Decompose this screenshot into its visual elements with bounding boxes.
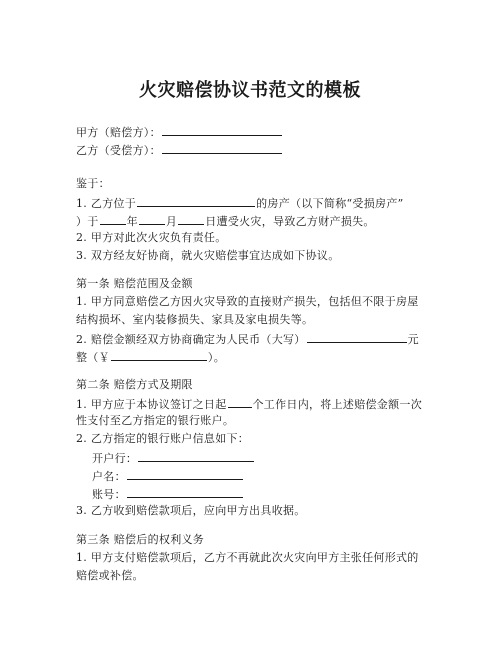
whereas-3: 3. 双方经友好协商，就火灾赔偿事宜达成如下协议。 xyxy=(76,249,340,262)
article-2-item-3: 3. 乙方收到赔偿款项后，应向甲方出具收据。 xyxy=(76,504,306,517)
amount-figure-suffix: ）。 xyxy=(207,351,226,364)
document-title: 火灾赔偿协议书范文的模板 xyxy=(139,80,361,101)
article-1-item-2-line-2 xyxy=(76,349,225,365)
whereas-heading: 鉴于： xyxy=(76,177,110,190)
party-a-blank xyxy=(162,124,282,136)
account-number-label: 账号： xyxy=(92,488,126,501)
amount-figure-prefix: 整（￥ xyxy=(76,351,110,364)
article-2-item-2: 2. 乙方指定的银行账户信息如下： xyxy=(76,432,250,445)
bank-line xyxy=(92,450,255,466)
payment-text-b: 个工作日内，将上述赔偿金额一次 xyxy=(252,398,422,411)
whereas-1-line-1 xyxy=(76,195,404,211)
month-blank xyxy=(139,213,165,225)
article-1-item-2-line-1 xyxy=(76,331,419,347)
article-3-title: 第三条 赔偿后的权利义务 xyxy=(76,533,205,546)
account-name-line xyxy=(92,468,244,484)
article-2-item-1-line-2: 性支付至乙方指定的银行账户。 xyxy=(76,414,235,427)
workdays-blank xyxy=(228,396,252,408)
whereas-1-text-f: 日遭受火灾，导致乙方财产损失。 xyxy=(205,215,375,228)
party-b-label: 乙方（受偿方）： xyxy=(76,144,161,157)
article-2-title: 第二条 赔偿方式及期限 xyxy=(76,378,193,391)
day-blank xyxy=(178,213,204,225)
year-label: 年 xyxy=(126,215,138,228)
amount-figure-blank xyxy=(111,349,207,361)
amount-words-blank xyxy=(307,331,407,343)
party-a-line xyxy=(76,124,283,140)
bank-blank xyxy=(138,450,254,462)
whereas-1-text-b: 的房产（以下简称“受损房产” xyxy=(256,197,404,210)
amount-text: 2. 赔偿金额经双方协商确定为人民币（大写） xyxy=(76,333,306,346)
account-name-label: 户名： xyxy=(92,470,126,483)
whereas-1-text-a: 1. 乙方位于 xyxy=(76,197,137,210)
yuan-label: 元 xyxy=(407,333,419,346)
whereas-2: 2. 甲方对此次火灾负有责任。 xyxy=(76,231,227,244)
account-name-blank xyxy=(127,468,243,480)
party-b-blank xyxy=(162,142,282,154)
year-blank xyxy=(100,213,126,225)
account-number-line xyxy=(92,486,244,502)
whereas-1-line-2 xyxy=(76,213,375,229)
party-b-line xyxy=(76,142,283,158)
article-2-item-1-line-1 xyxy=(76,396,422,412)
bank-label: 开户行： xyxy=(92,452,138,465)
party-a-label: 甲方（赔偿方）： xyxy=(76,126,161,139)
month-label: 月 xyxy=(165,215,178,228)
whereas-1-text-c: ）于 xyxy=(76,215,99,228)
article-1-item-1-line-1: 1. 甲方同意赔偿乙方因火灾导致的直接财产损失，包括但不限于房屋 xyxy=(76,295,419,308)
article-3-item-1-line-2: 赔偿或补偿。 xyxy=(76,569,144,582)
article-1-title: 第一条 赔偿范围及金额 xyxy=(76,277,193,290)
property-address-blank xyxy=(137,195,255,207)
account-number-blank xyxy=(127,486,243,498)
article-3-item-1-line-1: 1. 甲方支付赔偿款项后，乙方不再就此次火灾向甲方主张任何形式的 xyxy=(76,551,419,564)
article-1-item-1-line-2: 结构损坏、室内装修损失、家具及家电损失等。 xyxy=(76,313,314,326)
payment-text-a: 1. 甲方应于本协议签订之日起 xyxy=(76,398,227,411)
